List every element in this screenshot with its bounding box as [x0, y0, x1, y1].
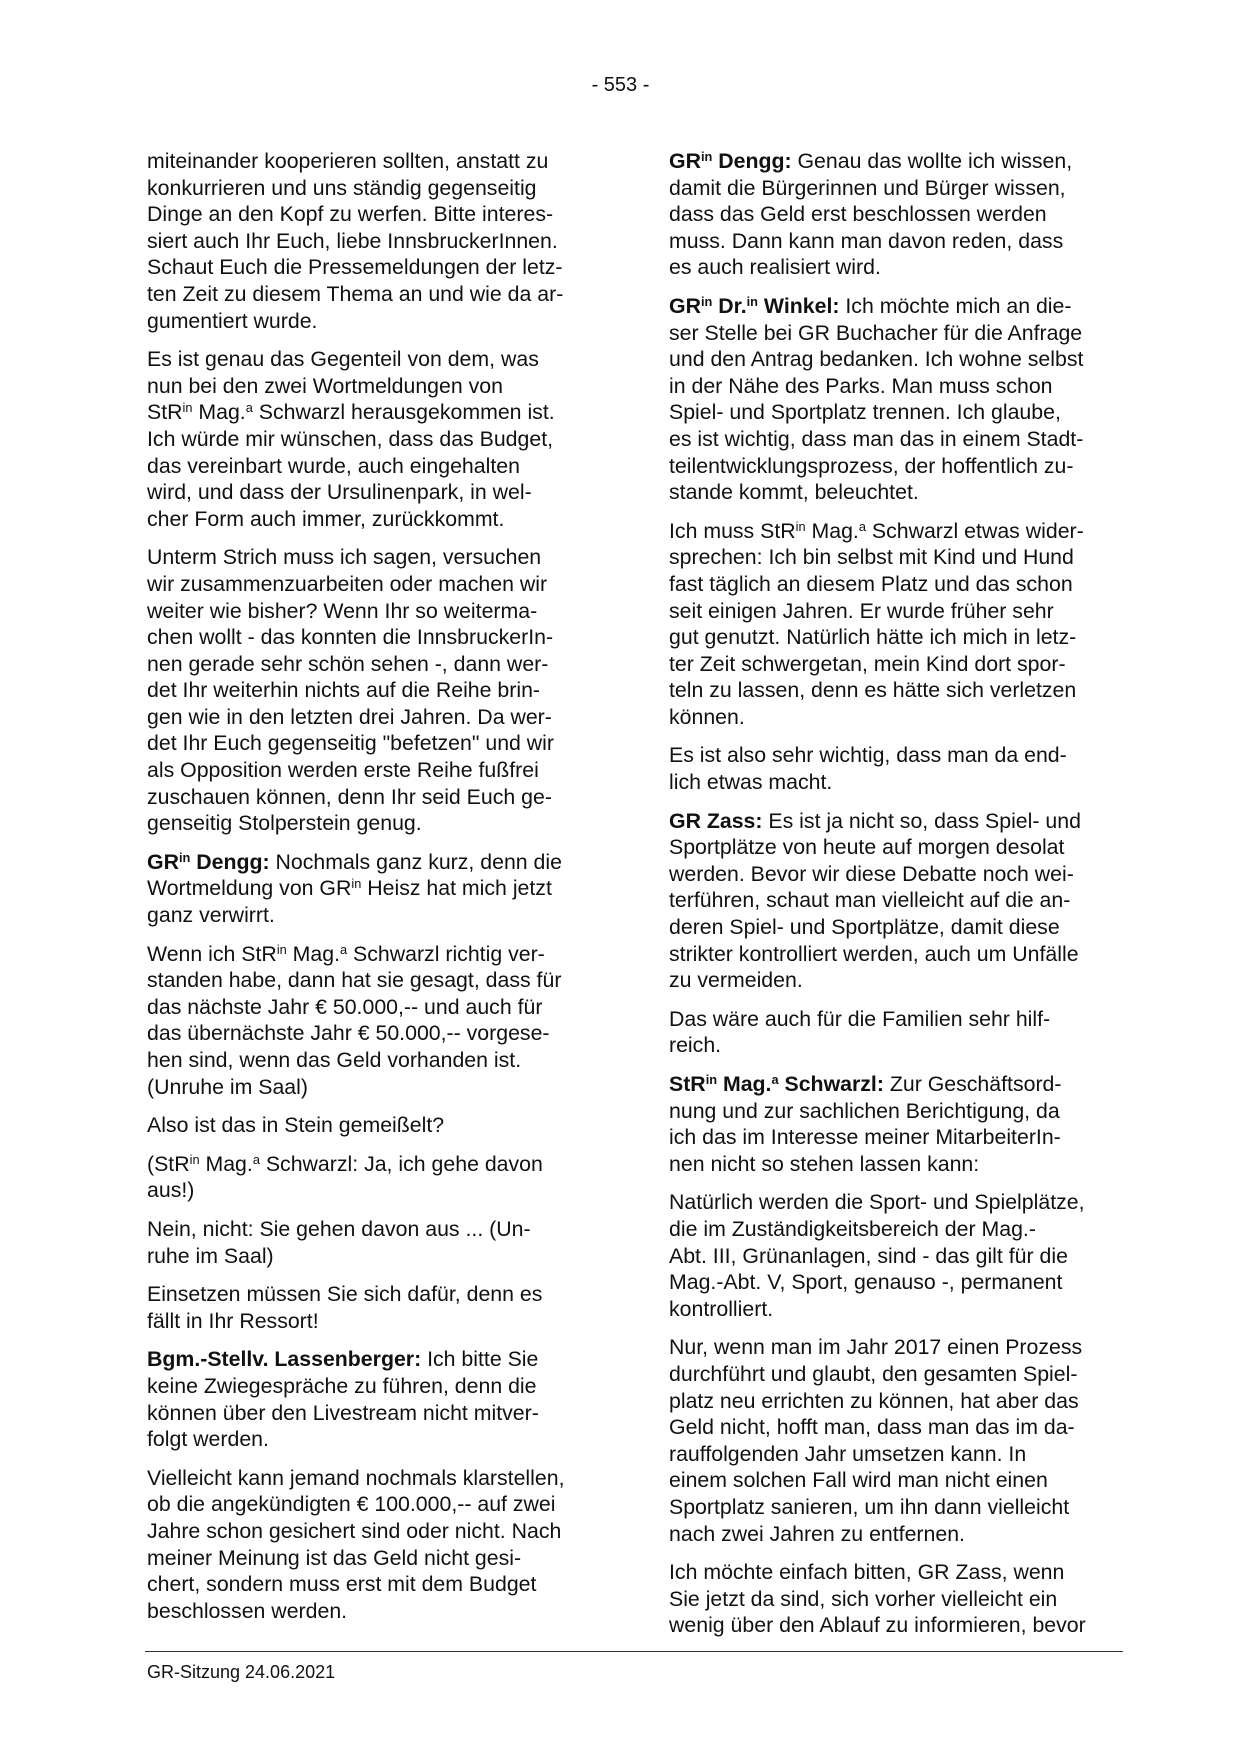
paragraph — [147, 1346, 602, 1452]
paragraph-text: Es ist ja nicht so, dass Spiel- und Sportplätze von heute auf morgen desolat werden. Bevor wir diese Debatte noch wei- terführen, schaut man vielleicht auf die an- deren Spiel- und Sportplätze, damit diese strikter kontrolliert werden, auch um Unfälle zu vermeiden. — [669, 808, 1081, 993]
paragraph — [147, 1112, 602, 1139]
paragraph-text: Ich bitte Sie keine Zwiegespräche zu führen, denn die können über den Livestream nicht mitver- folgt werden. — [147, 1347, 539, 1452]
paragraph — [147, 544, 602, 837]
left-column — [147, 148, 602, 1636]
speaker-name: $GR^{in}$ Dengg: — [147, 849, 270, 874]
speaker-name: GR Zass: — [669, 808, 763, 833]
paragraph-text: Genau das wollte ich wissen, damit die Bürgerinnen und Bürger wissen, dass das Geld erst beschlossen werden muss. Dann kann man davon reden, dass es auch realisiert wird. — [669, 149, 1073, 280]
paragraph — [147, 1216, 602, 1269]
speaker-name: $GR^{in}$ Dengg: — [669, 148, 792, 173]
paragraph-text: Natürlich werden die Sport- und Spielplätze, die im Zuständigkeitsbereich der Mag.- Abt. III, Grünanlagen, sind - das gilt für die Mag.-Abt. V, Sport, genauso -, permanent kontrolliert. — [669, 1190, 1085, 1321]
paragraph-text: Nein, nicht: Sie gehen davon aus ... (Un- ruhe im Saal) — [147, 1216, 531, 1268]
paragraph — [147, 849, 602, 929]
footer-session-date: GR-Sitzung 24.06.2021 — [147, 1662, 336, 1682]
paragraph — [669, 1006, 1124, 1059]
paragraph — [147, 1151, 602, 1204]
paragraph — [147, 346, 602, 532]
paragraph-text: Ich möchte mich an die- ser Stelle bei GR Buchacher für die Anfrage und den Antrag bedanken. Ich wohne selbst in der Nähe des Parks. Man muss schon Spiel- und Sportplatz trennen. Ich glaube, es ist wichtig, dass man das in einem Stadt- teilentwicklungsprozess, der hoffentlich zu- stande kommt, beleuchtet. — [669, 293, 1084, 505]
footer-divider — [145, 1651, 1123, 1652]
paragraph — [669, 1559, 1124, 1639]
paragraph — [669, 1189, 1124, 1322]
paragraph — [669, 518, 1124, 731]
paragraph-text: Zur Geschäftsord- nung und zur sachlichen Berichtigung, da ich das im Interesse meiner MitarbeiterIn- nen nicht so stehen lassen kann: — [669, 1072, 1062, 1176]
paragraph-text: Ich möchte einfach bitten, GR Zass, wenn Sie jetzt da sind, sich vorher vielleicht ein wenig über den Ablauf zu informieren, bevor — [669, 1560, 1086, 1638]
paragraph-text: Ich muss StR$^{in}$ Mag.$^a$ Schwarzl etwas wider- sprechen: Ich bin selbst mit Kind und Hund fast täglich an diesem Platz und das schon seit einigen Jahren. Er wurde früher sehr gut genutzt. Natürlich hätte ich mich in letz- ter Zeit schwergetan, mein Kind dort spor- teln zu lassen, denn es hätte sich verletzen können. — [669, 518, 1084, 729]
paragraph — [669, 293, 1124, 506]
page-number: - 553 - — [591, 74, 650, 96]
paragraph-text: Unterm Strich muss ich sagen, versuchen wir zusammenzuarbeiten oder machen wir weiter wie bisher? Wenn Ihr so weiterma- chen wollt - das konnten die InnsbruckerIn- nen gerade sehr schön sehen -, dann wer- det Ihr weiterhin nichts auf die Reihe brin- gen wie in den letzten drei Jahren. Da wer- det Ihr Euch gegenseitig "befetzen" und wir als Opposition werden erste Reihe fußfrei zuschauen können, denn Ihr seid Euch ge- genseitig Stolperstein genug. — [147, 545, 555, 836]
paragraph-text: miteinander kooperieren sollten, anstatt zu konkurrieren und uns ständig gegenseitig Dinge an den Kopf zu werfen. Bitte interes- siert auch Ihr Euch, liebe InnsbruckerInnen. Schaut Euch die Pressemeldungen der letz- ten Zeit zu diesem Thema an und wie da ar- gumentiert wurde. — [147, 149, 564, 333]
paragraph — [147, 1281, 602, 1334]
paragraph-text: Es ist genau das Gegenteil von dem, was nun bei den zwei Wortmeldungen von StR$^{in}$ Mag.$^a$ Schwarzl herausgekommen ist. Ich würde mir wünschen, dass das Budget, das vereinbart wurde, auch eingehalten wird, und dass der Ursulinenpark, in wel- cher Form auch immer, zurückkommt. — [147, 347, 555, 531]
paragraph — [669, 148, 1124, 281]
paragraph-text: (StR$^{in}$ Mag.$^a$ Schwarzl: Ja, ich gehe davon aus!) — [147, 1151, 543, 1203]
paragraph-text: Einsetzen müssen Sie sich dafür, denn es fällt in Ihr Ressort! — [147, 1282, 543, 1333]
paragraph-text: Das wäre auch für die Familien sehr hilf- reich. — [669, 1006, 1051, 1058]
paragraph-text: Also ist das in Stein gemeißelt? — [147, 1113, 445, 1138]
speaker-name: StR$^{in}$ Mag.$^a$ Schwarzl: — [669, 1071, 884, 1096]
paragraph-text: Nochmals ganz kurz, denn die Wortmeldung von $GR^{in}$ Heisz hat mich jetzt ganz verwirrt. — [147, 849, 562, 928]
speaker-name: $GR^{in}$ Dr.$^{in}$ Winkel: — [669, 293, 840, 318]
paragraph — [147, 148, 602, 334]
paragraph — [669, 1071, 1124, 1177]
paragraph-text: Vielleicht kann jemand nochmals klarstellen, ob die angekündigten € 100.000,-- auf zwei Jahre schon gesichert sind oder nicht. Nach meiner Meinung ist das Geld nicht gesi- chert, sondern muss erst mit dem Budget beschlossen werden. — [147, 1465, 565, 1623]
paragraph-text: Es ist also sehr wichtig, dass man da end- lich etwas macht. — [669, 743, 1067, 795]
right-column — [669, 148, 1124, 1651]
paragraph-text: Wenn ich StR$^{in}$ Mag.$^a$ Schwarzl richtig ver- standen habe, dann hat sie gesagt, dass für das nächste Jahr € 50.000,-- und auch für das übernächste Jahr € 50.000,-- vorgese- hen sind, wenn das Geld vorhanden ist. (Unruhe im Saal) — [147, 941, 562, 1099]
paragraph-text: Nur, wenn man im Jahr 2017 einen Prozess durchführt und glaubt, den gesamten Spiel- platz neu errichten zu können, hat aber das Geld nicht, hofft man, dass man das im da- rauffolgenden Jahr umsetzen kann. In einem solchen Fall wird man nicht einen Sportplatz sanieren, um ihn dann vielleicht nach zwei Jahren zu entfernen. — [669, 1335, 1083, 1546]
paragraph — [669, 742, 1124, 795]
paragraph — [669, 808, 1124, 994]
paragraph — [147, 1465, 602, 1625]
paragraph — [147, 941, 602, 1101]
paragraph — [669, 1334, 1124, 1547]
speaker-name: Bgm.-Stellv. Lassenberger: — [147, 1347, 422, 1372]
